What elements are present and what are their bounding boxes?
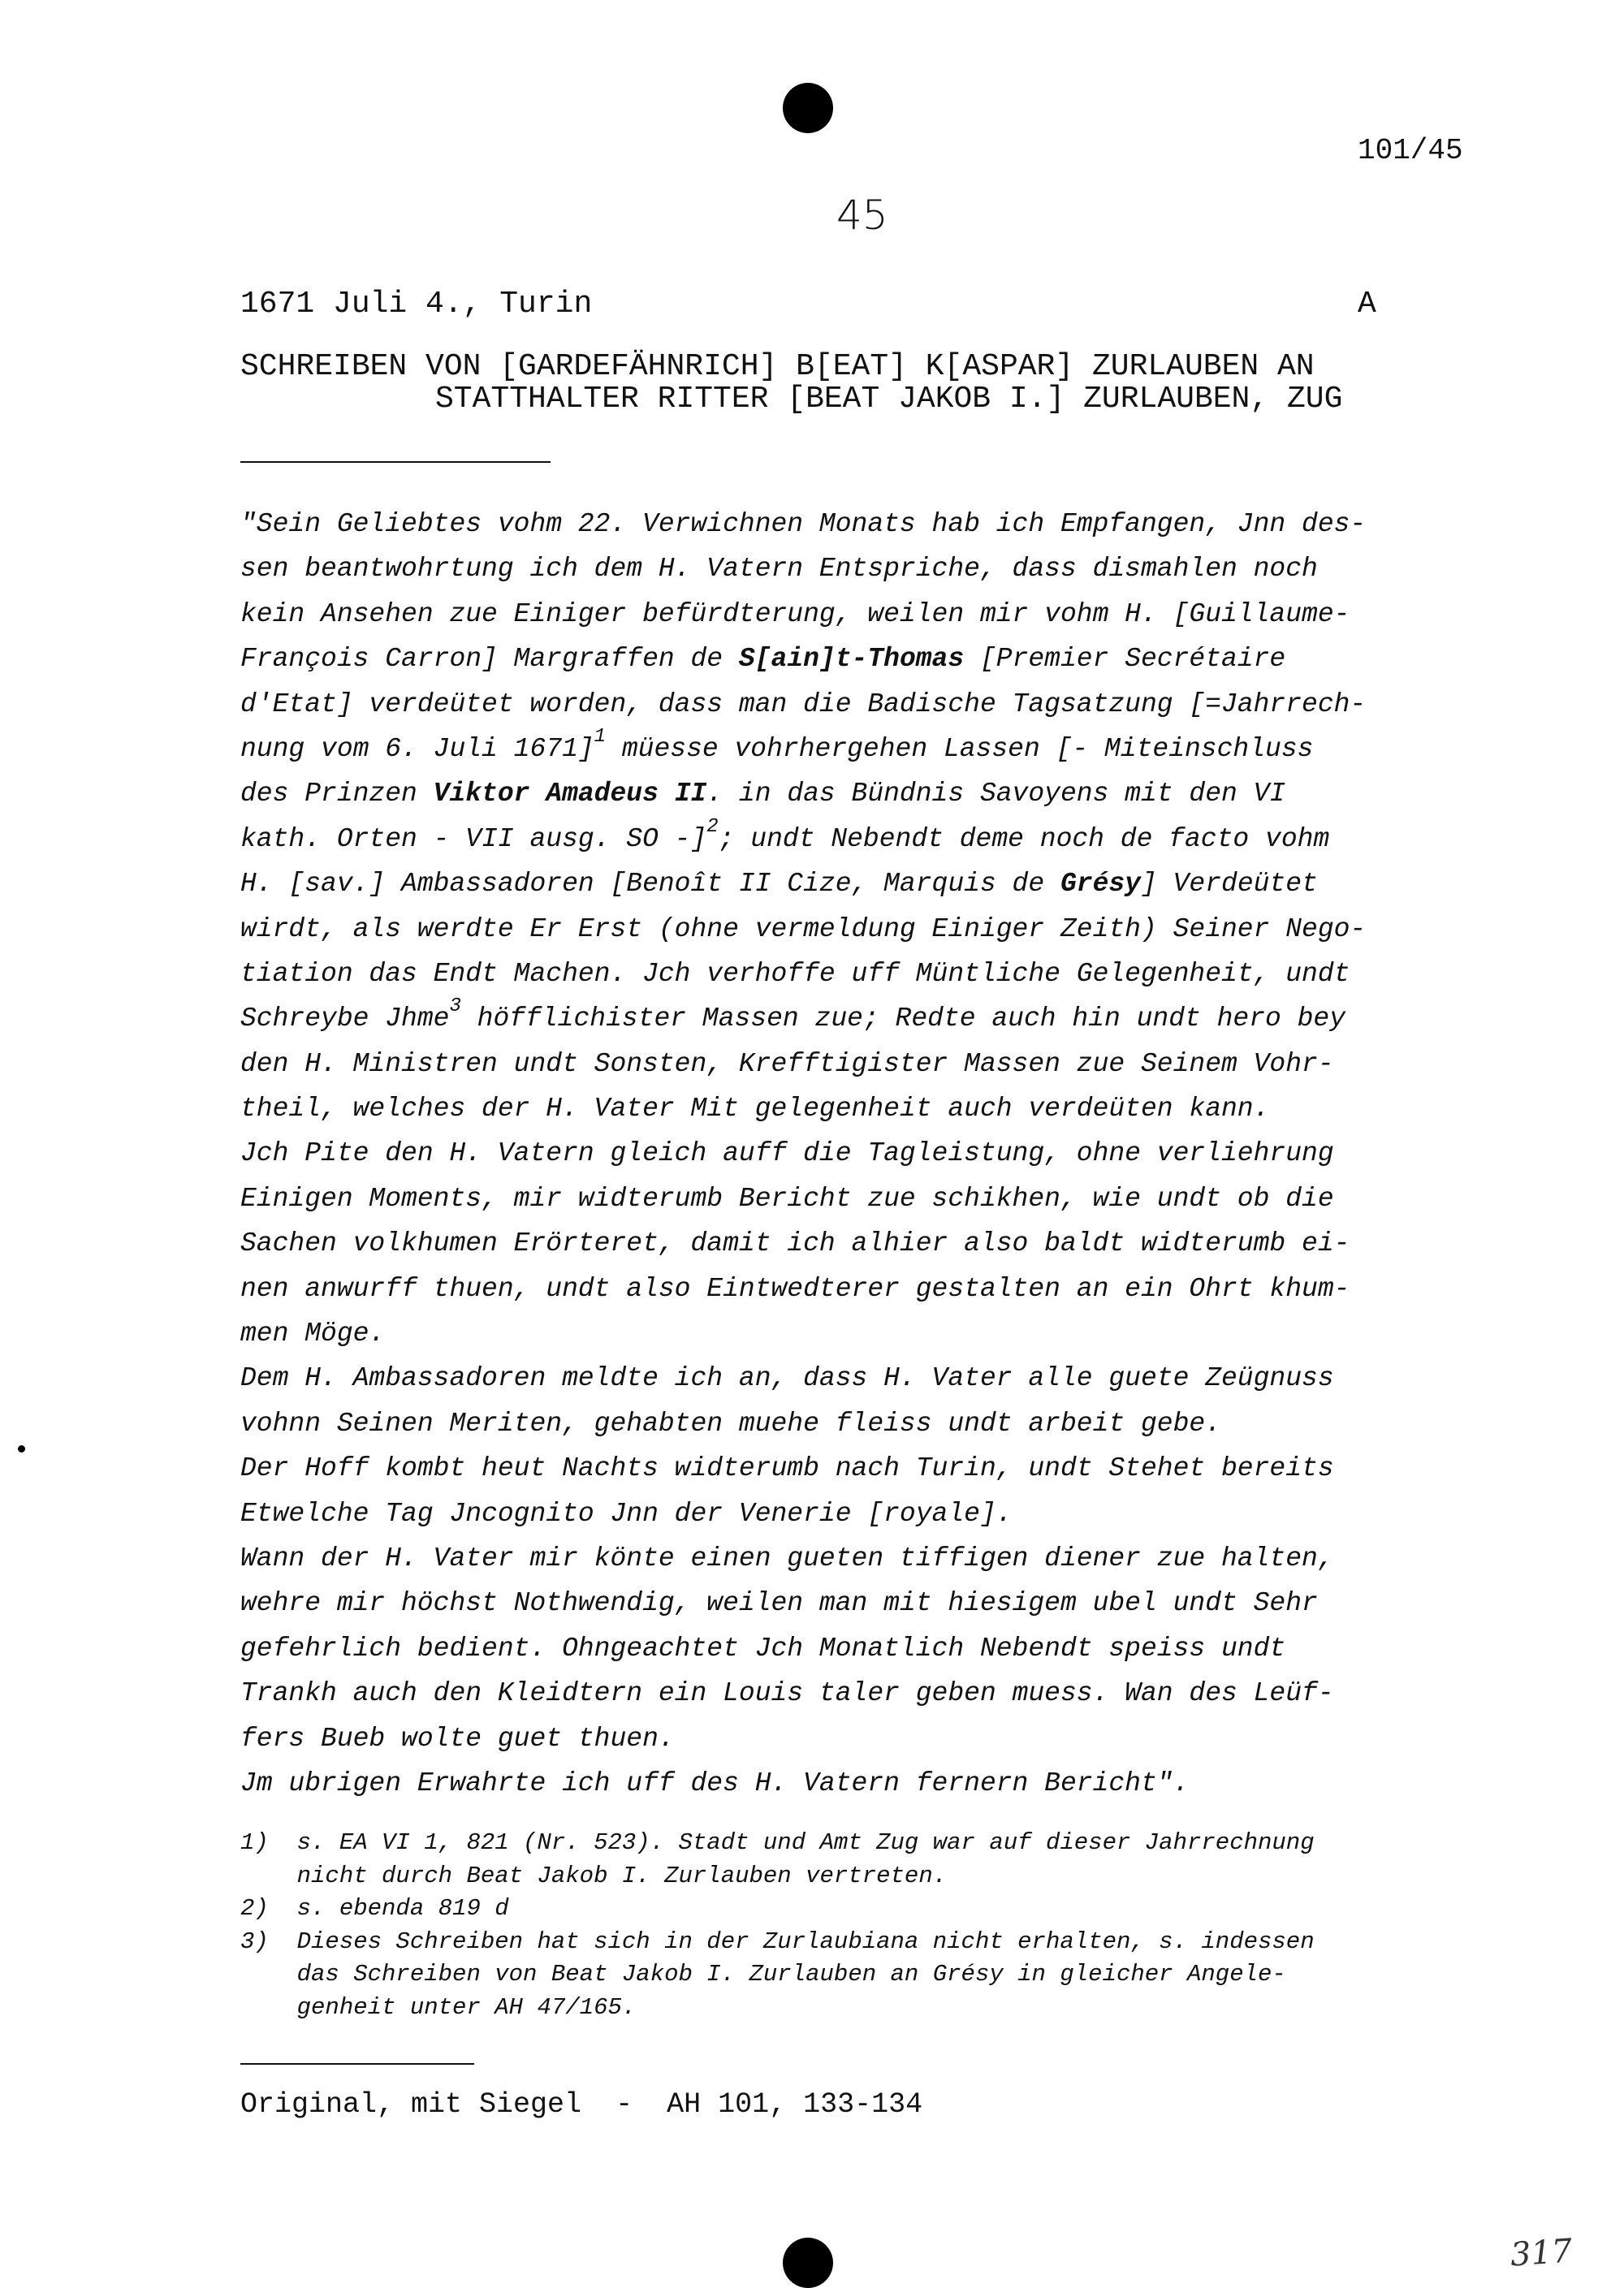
body-line: Dem H. Ambassadoren meldte ich an, dass H. Vater alle guete Zeügnuss <box>240 1363 1334 1394</box>
body-line: Der Hoff kombt heut Nachts widterumb nach Turin, undt Stehet bereits <box>240 1453 1334 1484</box>
body-line: sen beantwohrtung ich dem H. Vatern Entspriche, dass dismahlen noch <box>240 554 1318 585</box>
body-line: gefehrlich bedient. Ohngeachtet Jch Monatlich Nebendt speiss undt <box>240 1633 1286 1664</box>
body-line: nung vom 6. Juli 1671]$^1$ müesse vohrhergehen Lassen [- Miteinschluss <box>240 725 1314 764</box>
body-line: Trankh auch den Kleidtern ein Louis taler geben muess. Wan des Leüf- <box>240 1678 1334 1709</box>
handwritten-folio-number: 317 <box>1509 2232 1574 2274</box>
document-title-line-2: STATTHALTER RITTER [BEAT JAKOB I.] ZURLAUBEN, ZUG <box>435 382 1343 417</box>
body-line: Jm ubrigen Erwahrte ich uff des H. Vatern fernern Bericht". <box>240 1768 1190 1798</box>
source-divider <box>240 2063 474 2065</box>
document-reference: 101/45 <box>1358 134 1463 167</box>
punch-hole-bottom <box>783 2238 833 2288</box>
document-date: 1671 Juli 4., Turin <box>240 287 593 322</box>
body-line: theil, welches der H. Vater Mit gelegenheit auch verdeüten kann. <box>240 1094 1270 1125</box>
body-line: Einigen Moments, mir widterumb Bericht zue schikhen, wie undt ob die <box>240 1183 1334 1214</box>
body-line: Wann der H. Vater mir könte einen gueten tiffigen diener zue halten, <box>240 1543 1334 1574</box>
body-line: des Prinzen Viktor Amadeus II. in das Bündnis Savoyens mit den VI <box>240 779 1286 809</box>
footnotes <box>240 1827 1507 2024</box>
body-line: men Möge. <box>240 1319 386 1349</box>
title-divider <box>240 461 551 463</box>
body-line: wehre mir höchst Nothwendig, weilen man mit hiesigem ubel undt Sehr <box>240 1588 1318 1619</box>
footnote-line: das Schreiben von Beat Jakob I. Zurlauben an Grésy in gleicher Angele- <box>240 1961 1286 1988</box>
body-line: Jch Pite den H. Vatern gleich auff die Tagleistung, ohne verliehrung <box>240 1138 1334 1169</box>
body-line: Schreybe Jhme$^3$ höfflichister Massen zue; Redte auch hin undt hero bey <box>240 995 1346 1034</box>
body-line: vohnn Seinen Meriten, gehabten muehe fleiss undt arbeit gebe. <box>240 1408 1221 1439</box>
document-title-line-1: SCHREIBEN VON [GARDEFÄHNRICH] B[EAT] K[ASPAR] ZURLAUBEN AN <box>240 349 1315 384</box>
footnote-line: genheit unter AH 47/165. <box>240 1993 637 2021</box>
body-line: tiation das Endt Machen. Jch verhoffe uff Müntliche Gelegenheit, undt <box>240 958 1350 989</box>
body-line: Etwelche Tag Jncognito Jnn der Venerie [royale]. <box>240 1498 1013 1529</box>
document-number: 45 <box>836 192 888 239</box>
source-note: Original, mit Siegel - AH 101, 133-134 <box>240 2088 923 2121</box>
footnote-line: 2) s. ebenda 819 d <box>240 1895 509 1922</box>
body-line: nen anwurff thuen, undt also Eintwedterer gestalten an ein Ohrt khum- <box>240 1273 1350 1304</box>
body-line: wirdt, als werdte Er Erst (ohne vermeldung Einiger Zeith) Seiner Nego- <box>240 913 1367 944</box>
footnote-line: 3) Dieses Schreiben hat sich in der Zurlaubiana nicht erhalten, s. indessen <box>240 1928 1315 1955</box>
footnote-line: 1) s. EA VI 1, 821 (Nr. 523). Stadt und Amt Zug war auf dieser Jahrrechnung <box>240 1829 1315 1856</box>
margin-mark <box>18 1445 25 1453</box>
punch-hole-top <box>783 83 833 133</box>
body-line: fers Bueb wolte guet thuen. <box>240 1723 675 1754</box>
body-line: H. [sav.] Ambassadoren [Benoît II Cize, Marquis de Grésy] Verdeütet <box>240 869 1318 900</box>
document-class: A <box>1358 287 1376 322</box>
body-line: Sachen volkhumen Erörteret, damit ich alhier also baldt widterumb ei- <box>240 1228 1350 1259</box>
footnote-line: nicht durch Beat Jakob I. Zurlauben vertreten. <box>240 1862 948 1889</box>
body-line: "Sein Geliebtes vohm 22. Verwichnen Monats hab ich Empfangen, Jnn des- <box>240 509 1367 539</box>
body-line: kath. Orten - VII ausg. SO -]$^2$; undt Nebendt deme noch de facto vohm <box>240 815 1330 854</box>
body-line: den H. Ministren undt Sonsten, Krefftigister Massen zue Seinem Vohr- <box>240 1048 1334 1079</box>
letter-body <box>240 502 1491 1806</box>
body-line: François Carron] Margraffen de S[ain]t-Thomas [Premier Secrétaire <box>240 644 1286 675</box>
body-line: d'Etat] verdeütet worden, dass man die Badische Tagsatzung [=Jahrrech- <box>240 689 1367 719</box>
body-line: kein Ansehen zue Einiger befürdterung, weilen mir vohm H. [Guillaume- <box>240 598 1350 629</box>
